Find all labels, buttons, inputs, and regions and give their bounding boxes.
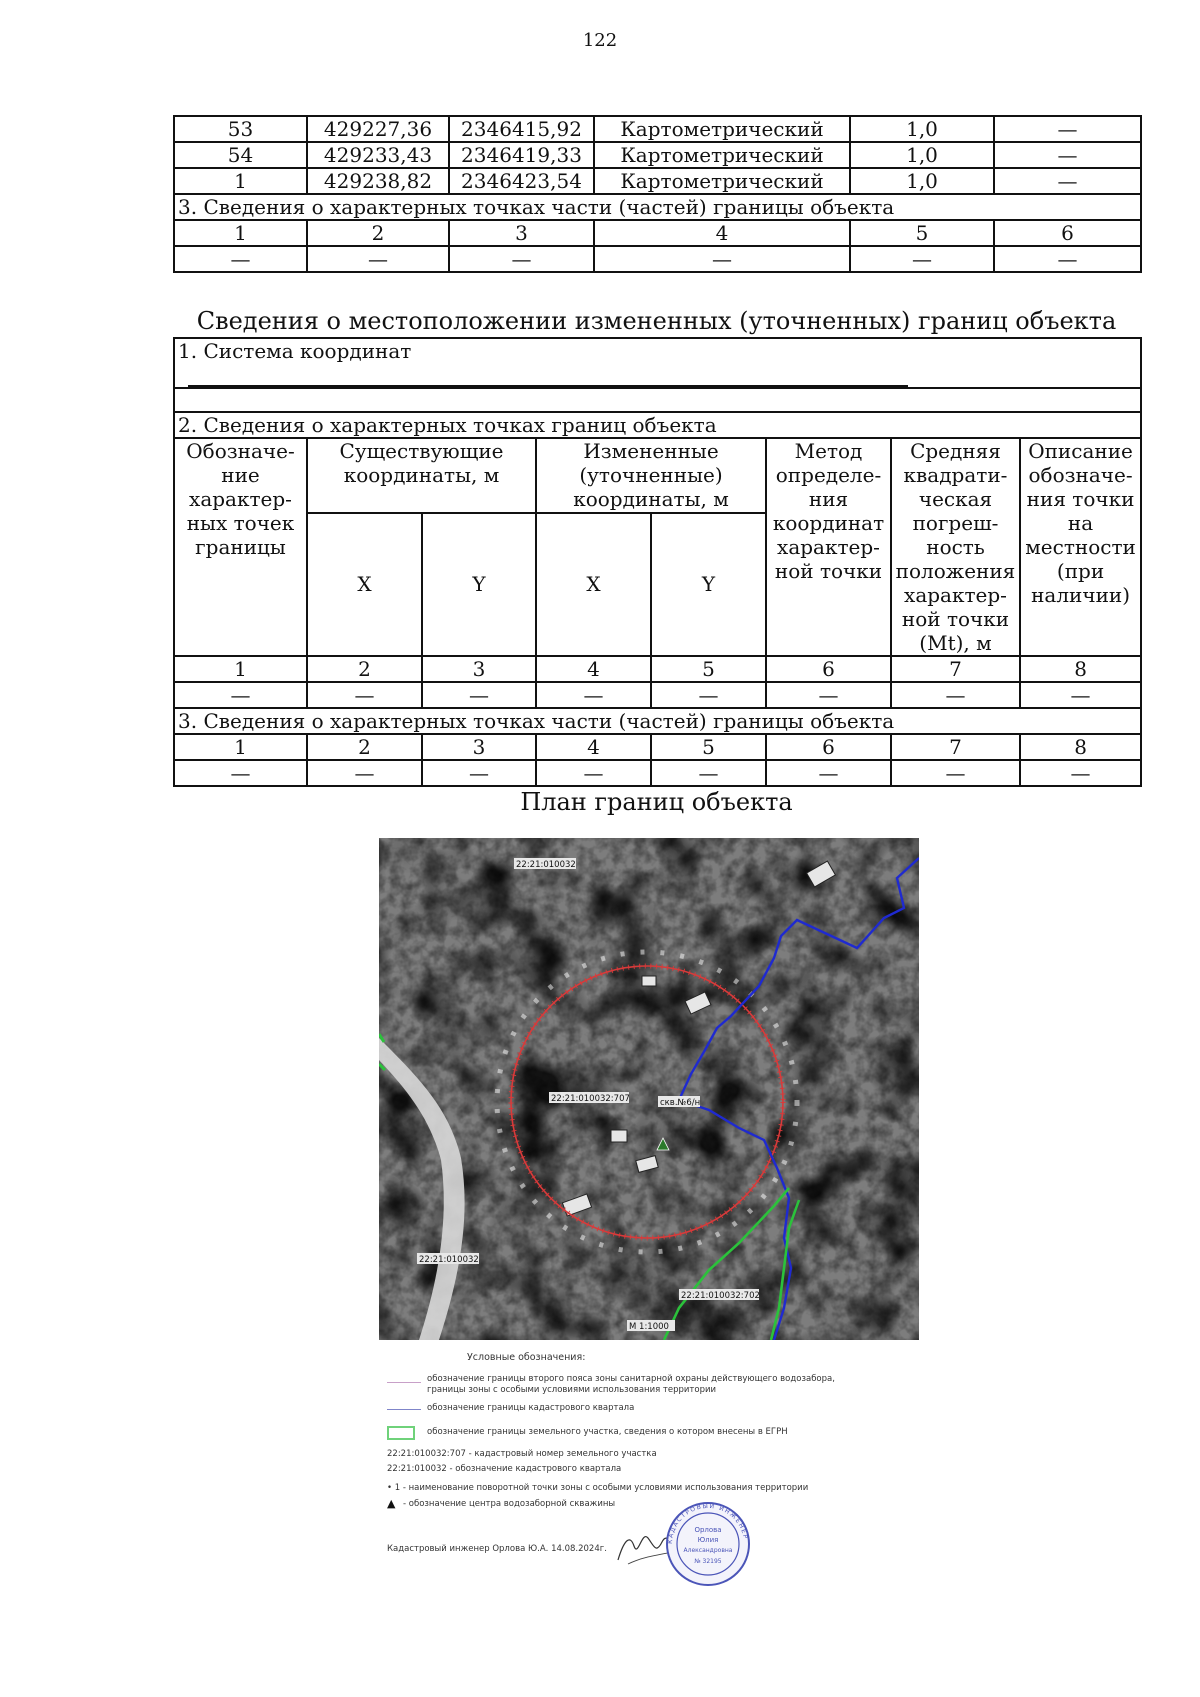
header-existing-coordinates: Существующие координаты, м bbox=[307, 438, 536, 513]
column-number: 5 bbox=[651, 656, 766, 682]
dash-cell: — bbox=[891, 760, 1020, 786]
accuracy-cell: 1,0 bbox=[850, 116, 994, 142]
section-2-heading: 2. Сведения о характерных точках границ объекта bbox=[174, 412, 1141, 438]
column-number: 3 bbox=[422, 734, 536, 760]
seal-stamp bbox=[664, 1500, 752, 1588]
header-x-existing: X bbox=[307, 513, 422, 656]
column-number-row bbox=[174, 656, 1141, 682]
x-cell: 429238,82 bbox=[307, 168, 449, 194]
page-number: 122 bbox=[582, 30, 618, 51]
column-number: 5 bbox=[850, 220, 994, 246]
coordinate-system-row bbox=[174, 338, 1141, 388]
method-cell: Картометрический bbox=[594, 168, 850, 194]
map-legend bbox=[379, 1352, 939, 1602]
quarter-label-left: 22:21:010032 bbox=[419, 1255, 479, 1265]
column-number: 8 bbox=[1020, 656, 1141, 682]
accuracy-cell: 1,0 bbox=[850, 142, 994, 168]
column-number: 8 bbox=[1020, 734, 1141, 760]
column-number: 3 bbox=[449, 220, 594, 246]
column-number-row bbox=[174, 220, 1141, 246]
table-row bbox=[174, 142, 1141, 168]
column-number: 2 bbox=[307, 656, 422, 682]
parcel-label-green: 22:21:010032:702 bbox=[681, 1291, 760, 1301]
description-cell: — bbox=[994, 168, 1141, 194]
header-point-designation: Обозначе- ние характер- ных точек границы bbox=[174, 438, 307, 656]
y-cell: 2346415,92 bbox=[449, 116, 594, 142]
column-number-row bbox=[174, 734, 1141, 760]
point-cell: 53 bbox=[174, 116, 307, 142]
dash-cell: — bbox=[766, 682, 891, 708]
stamp-ring-text: КАДАСТРОВЫЙ ИНЖЕНЕР bbox=[666, 1502, 749, 1545]
legend-quarter: обозначение границы кадастрового квартала bbox=[427, 1403, 635, 1413]
legend-title: Условные обозначения: bbox=[467, 1352, 586, 1363]
legend-parcel: обозначение границы земельного участка, сведения о котором внесены в ЕГРН bbox=[427, 1427, 788, 1437]
accuracy-cell: 1,0 bbox=[850, 168, 994, 194]
header-x-changed: X bbox=[536, 513, 651, 656]
blank-cell bbox=[174, 388, 1141, 412]
column-number: 1 bbox=[174, 656, 307, 682]
dash-cell: — bbox=[850, 246, 994, 272]
well-center-icon: ▲ bbox=[387, 1497, 396, 1510]
method-cell: Картометрический bbox=[594, 142, 850, 168]
column-number: 7 bbox=[891, 734, 1020, 760]
point-cell: 54 bbox=[174, 142, 307, 168]
dash-cell: — bbox=[422, 682, 536, 708]
header-y-existing: Y bbox=[422, 513, 536, 656]
column-number: 7 bbox=[891, 656, 1020, 682]
column-number: 2 bbox=[307, 734, 422, 760]
quarter-line-swatch bbox=[387, 1409, 421, 1410]
section-3-heading: 3. Сведения о характерных точках части (частей) границы объекта bbox=[174, 194, 1141, 220]
y-cell: 2346419,33 bbox=[449, 142, 594, 168]
column-number: 2 bbox=[307, 220, 449, 246]
description-cell: — bbox=[994, 142, 1141, 168]
dash-cell: — bbox=[536, 682, 651, 708]
dash-cell: — bbox=[891, 682, 1020, 708]
dash-cell: — bbox=[651, 760, 766, 786]
y-cell: 2346423,54 bbox=[449, 168, 594, 194]
column-number: 6 bbox=[994, 220, 1141, 246]
column-number: 5 bbox=[651, 734, 766, 760]
quarter-label-top: 22:21:010032 bbox=[516, 860, 576, 870]
empty-row bbox=[174, 246, 1141, 272]
column-number: 3 bbox=[422, 656, 536, 682]
dash-cell: — bbox=[174, 682, 307, 708]
legend-cad-number: 22:21:010032:707 - кадастровый номер земельного участка bbox=[387, 1449, 657, 1459]
dash-cell: — bbox=[174, 760, 307, 786]
coordinate-system-label: 1. Система координат bbox=[178, 339, 412, 363]
header-description: Описание обозначе- ния точки на местности (при наличии) bbox=[1020, 438, 1141, 656]
section-row bbox=[174, 708, 1141, 734]
column-number: 6 bbox=[766, 656, 891, 682]
boundary-points-table bbox=[173, 115, 1142, 273]
dash-cell: — bbox=[1020, 682, 1141, 708]
stamp-name-line2: Юлия bbox=[697, 1536, 719, 1544]
table-row bbox=[174, 116, 1141, 142]
aerial-map bbox=[379, 838, 919, 1340]
column-number: 1 bbox=[174, 220, 307, 246]
column-number: 4 bbox=[536, 656, 651, 682]
blank-row bbox=[174, 388, 1141, 412]
method-cell: Картометрический bbox=[594, 116, 850, 142]
legend-point-name: • 1 - наименование поворотной точки зоны с особыми условиями использования территории bbox=[387, 1483, 809, 1493]
section-row bbox=[174, 194, 1141, 220]
stamp-name-line1: Орлова bbox=[694, 1526, 722, 1534]
dash-cell: — bbox=[307, 760, 422, 786]
legend-well-center: - обозначение центра водозаборной скважины bbox=[403, 1499, 616, 1509]
parcel-swatch bbox=[387, 1426, 415, 1440]
dash-cell: — bbox=[594, 246, 850, 272]
stamp-reg: № 32195 bbox=[694, 1558, 722, 1565]
section-3-heading: 3. Сведения о характерных точках части (частей) границы объекта bbox=[174, 708, 1141, 734]
map-scale: М 1:1000 bbox=[629, 1322, 669, 1332]
empty-row bbox=[174, 760, 1141, 786]
column-number: 1 bbox=[174, 734, 307, 760]
parcel-label: 22:21:010032:707 bbox=[551, 1094, 630, 1104]
well-label: скв.№6/н bbox=[660, 1098, 701, 1108]
table-row bbox=[174, 168, 1141, 194]
section-row bbox=[174, 412, 1141, 438]
plan-title: План границ объекта bbox=[520, 788, 793, 816]
x-cell: 429233,43 bbox=[307, 142, 449, 168]
column-number: 4 bbox=[536, 734, 651, 760]
empty-row bbox=[174, 682, 1141, 708]
header-row bbox=[174, 438, 1141, 513]
zone-line-swatch bbox=[387, 1382, 421, 1383]
dash-cell: — bbox=[651, 682, 766, 708]
column-number: 4 bbox=[594, 220, 850, 246]
dash-cell: — bbox=[174, 246, 307, 272]
dash-cell: — bbox=[766, 760, 891, 786]
header-y-changed: Y bbox=[651, 513, 766, 656]
header-method: Метод определе- ния координат характер- ной точки bbox=[766, 438, 891, 656]
dash-cell: — bbox=[307, 682, 422, 708]
header-mean-error: Средняя квадрати- ческая погреш- ность положения характер- ной точки (Mt), м bbox=[891, 438, 1020, 656]
dash-cell: — bbox=[307, 246, 449, 272]
legend-zone-line2: границы зоны с особыми условиями использования территории bbox=[427, 1385, 717, 1395]
x-cell: 429227,36 bbox=[307, 116, 449, 142]
dash-cell: — bbox=[1020, 760, 1141, 786]
header-changed-coordinates: Измененные (уточненные) координаты, м bbox=[536, 438, 766, 513]
changed-boundaries-heading: Сведения о местоположении измененных (уточненных) границ объекта bbox=[196, 307, 1117, 335]
point-cell: 1 bbox=[174, 168, 307, 194]
legend-quarter-number: 22:21:010032 - обозначение кадастрового квартала bbox=[387, 1464, 622, 1474]
stamp-name-line3: Александровна bbox=[683, 1547, 733, 1554]
dash-cell: — bbox=[422, 760, 536, 786]
legend-zone-line1: обозначение границы второго пояса зоны санитарной охраны действующего водозабора, bbox=[427, 1374, 835, 1384]
coordinate-system-cell bbox=[174, 338, 1141, 388]
coordinate-system-blank bbox=[188, 365, 908, 387]
changed-boundaries-table bbox=[173, 337, 1142, 787]
dash-cell: — bbox=[449, 246, 594, 272]
building bbox=[642, 976, 656, 986]
description-cell: — bbox=[994, 116, 1141, 142]
dash-cell: — bbox=[994, 246, 1141, 272]
engineer-signature-line: Кадастровый инженер Орлова Ю.А. 14.08.2024г. bbox=[387, 1544, 607, 1554]
dash-cell: — bbox=[536, 760, 651, 786]
building bbox=[611, 1130, 627, 1142]
column-number: 6 bbox=[766, 734, 891, 760]
